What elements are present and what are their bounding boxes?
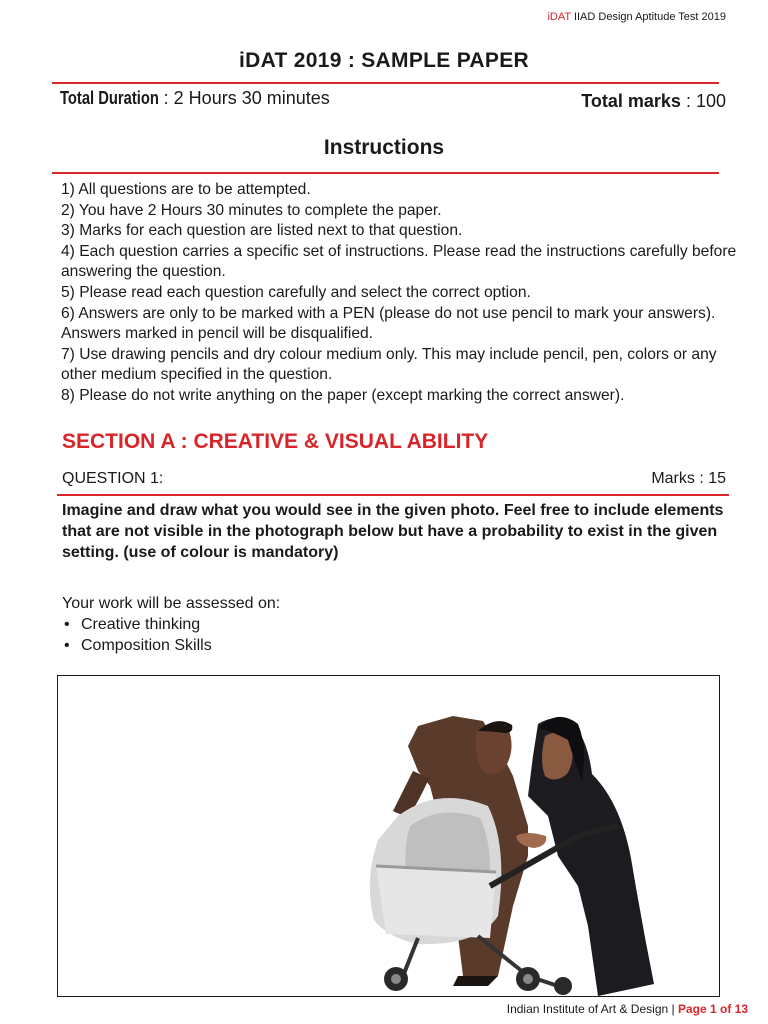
duration-value: : 2 Hours 30 minutes xyxy=(163,88,330,108)
instruction-item: 3) Marks for each question are listed next to that question. xyxy=(61,222,463,240)
assessment-intro: Your work will be assessed on: xyxy=(62,595,281,612)
assessment-item: • Composition Skills xyxy=(62,636,212,657)
instruction-item: 1) All questions are to be attempted. xyxy=(61,181,311,198)
instruction-item: 8) Please do not write anything on the paper (except marking the correct answer). xyxy=(61,386,625,404)
assessment-item: • Creative thinking xyxy=(62,615,212,636)
instruction-item: 4) Each question carries a specific set of instructions. Please read the instructions carefully before answering the question. xyxy=(61,242,737,281)
assessment-list xyxy=(62,615,212,656)
running-header xyxy=(547,11,726,23)
total-duration xyxy=(60,88,330,109)
instruction-item: 5) Please read each question carefully and select the correct option. xyxy=(61,283,531,301)
photo-frame xyxy=(57,675,720,997)
question-label: QUESTION 1: xyxy=(62,470,164,487)
instructions-divider xyxy=(52,172,719,174)
question-divider xyxy=(57,494,729,496)
section-title: SECTION A : CREATIVE & VISUAL ABILITY xyxy=(62,430,489,453)
marks-label: Total marks xyxy=(581,91,681,111)
instructions-heading: Instructions xyxy=(323,136,445,159)
page-title: iDAT 2019 : SAMPLE PAPER xyxy=(239,49,529,72)
page-number: Page 1 of 13 xyxy=(677,1002,748,1016)
instruction-item: 7) Use drawing pencils and dry colour medium only. This may include pencil, pen, colors or any other medium specified in the question. xyxy=(61,345,717,384)
page-footer xyxy=(507,1002,748,1016)
title-divider xyxy=(52,82,719,84)
footer-institute: Indian Institute of Art & Design | xyxy=(506,1002,675,1016)
marks-value: : 100 xyxy=(685,91,726,111)
total-marks xyxy=(581,91,726,112)
duration-label: Total Duration xyxy=(60,88,159,108)
question-marks: Marks : 15 xyxy=(651,470,726,487)
header-brand: iDAT xyxy=(547,11,571,23)
couple-with-pram-photo xyxy=(58,676,719,996)
instruction-item: 6) Answers are only to be marked with a PEN (please do not use pencil to mark your answers). Answers marked in pencil will be disqualified. xyxy=(61,304,716,343)
header-subtitle: IIAD Design Aptitude Test 2019 xyxy=(573,11,726,23)
instructions-list xyxy=(61,180,741,407)
question-text: Imagine and draw what you would see in the given photo. Feel free to include elements that are not visible in the photograph below but have a probability to exist in the given setting. (use of colour is mandatory) xyxy=(62,502,724,561)
instruction-item: 2) You have 2 Hours 30 minutes to complete the paper. xyxy=(61,201,442,219)
